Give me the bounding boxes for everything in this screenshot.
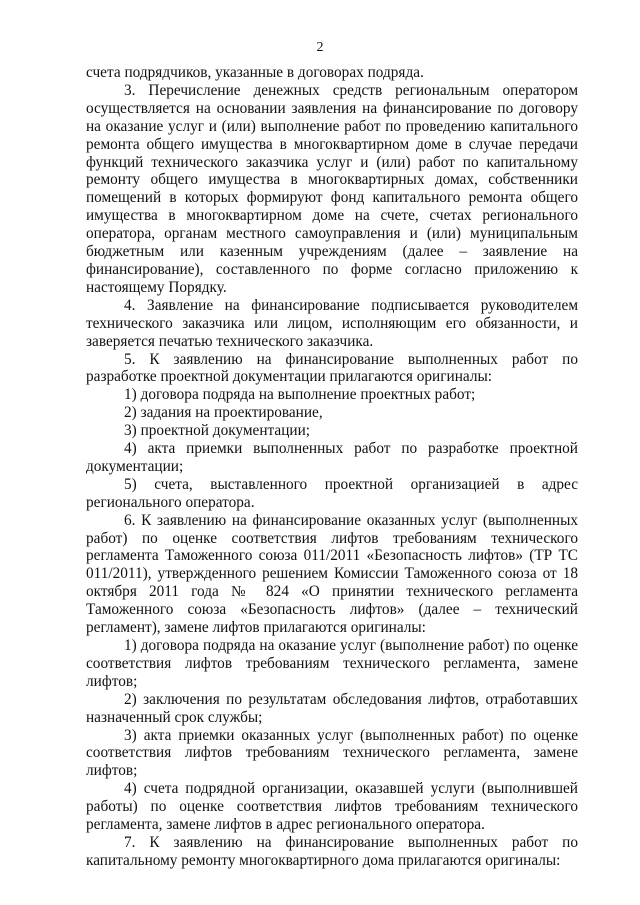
list-item: 3) проектной документации;	[124, 422, 311, 440]
page-number: 2	[316, 40, 324, 55]
paragraph: счета подрядчиков, указанные в договорах подряда.	[86, 64, 424, 81]
list-item: 2) задания на проектирование,	[124, 404, 323, 422]
list-item: 5) счета, выставленного проектной организацией в адрес регионального оператора.	[86, 475, 578, 511]
paragraph: 3. Перечисление денежных средств региональным оператором осуществляется на основании заявления на финансирование по договору на оказание услуг и (или) выполнение работ по проведению капитального ремонта общего имущества в многоквартирном доме в случае передачи функций технического заказчика услуг и (или) работ по капитальному ремонту общего имущества в многоквартирных домах, собственники помещений в которых формируют фонд капитального ремонта общего имущества в многоквартирном доме на счете, счетах регионального оператора, органам местного самоуправления и (или) муниципальным бюджетным или казенным учреждениям (далее – заявление на финансирование), составленного по форме согласно приложению к настоящему Порядку.	[86, 81, 578, 296]
list-item: 4) акта приемки выполненных работ по разработке проектной документации;	[86, 440, 578, 475]
paragraph: 4. Заявление на финансирование подписывается руководителем технического заказчика или лицом, исполняющим его обязанности, и заверяется печатью технического заказчика.	[86, 296, 578, 350]
list-item: 3) акта приемки оказанных услуг (выполненных работ) по оценке соответствия лифтов требованиям технического регламента, замене лифтов;	[86, 726, 578, 780]
document-body	[86, 64, 578, 870]
list-item: 4) счета подрядной организации, оказавшей услуги (выполнившей работы) по оценке соответствия лифтов требованиям технического регламента, замене лифтов в адрес регионального оператора.	[86, 780, 578, 834]
paragraph: 5. К заявлению на финансирование выполненных работ по разработке проектной документации прилагаются оригиналы:	[86, 350, 578, 386]
list-item: 1) договора подряда на выполнение проектных работ;	[124, 386, 476, 404]
paragraph: 6. К заявлению на финансирование оказанных услуг (выполненных работ) по оценке соответствия лифтов требованиям технического регламента Таможенного союза 011/2011 «Безопасность лифтов» (ТР ТС 011/2011), утвержденного решением Комиссии Таможенного союза от 18 октября 2011 года № 824 «О принятии технического регламента Таможенного союза «Безопасность лифтов» (далее – технический регламент), замене лифтов прилагаются оригиналы:	[86, 511, 578, 637]
paragraph: 7. К заявлению на финансирование выполненных работ по капитальному ремонту многоквартирного дома прилагаются оригиналы:	[86, 833, 578, 869]
list-item: 2) заключения по результатам обследования лифтов, отработавших назначенный срок службы;	[86, 690, 578, 726]
list-item: 1) договора подряда на оказание услуг (выполнение работ) по оценке соответствия лифтов требованиям технического регламента, замене лифтов;	[86, 637, 578, 690]
